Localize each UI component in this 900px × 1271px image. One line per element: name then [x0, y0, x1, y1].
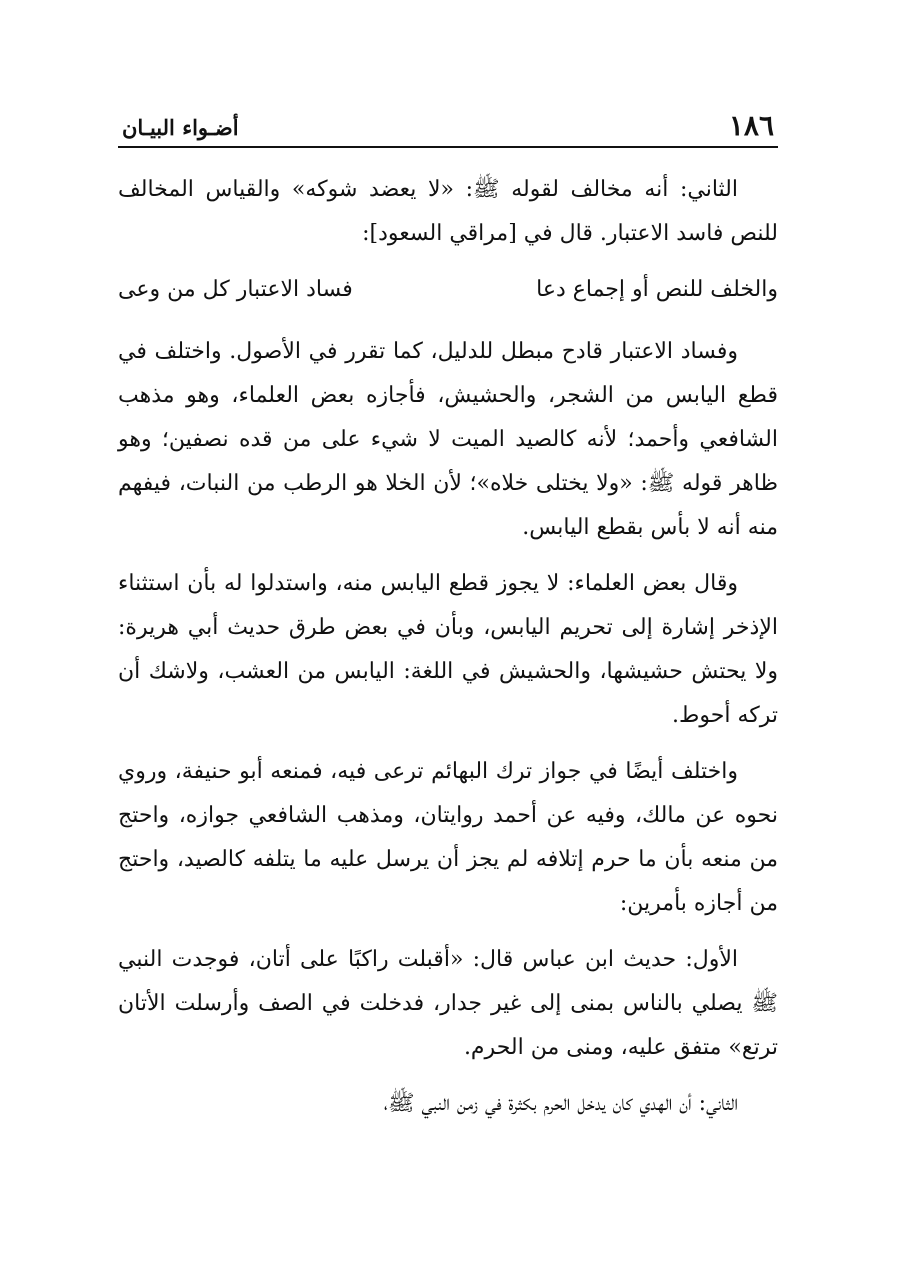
page-number: ١٨٦ — [728, 109, 774, 142]
paragraph: الثاني: أن الهدي كان يدخل الحرم بكثرة في زمن النبي ﷺ، — [383, 1091, 738, 1116]
book-title: أضـواء البيـان — [122, 115, 239, 140]
poetry-verse — [118, 268, 778, 312]
page-body — [118, 168, 778, 1126]
paragraph: واختلف أيضًا في جواز ترك البهائم ترعى فيه، فمنعه أبو حنيفة، وروي نحوه عن مالك، وفيه عن أحمد روايتان، ومذهب الشافعي جوازه، واحتج من منعه بأن ما حرم إتلافه لم يجز أن يرسل عليه ما يتلفه كالصيد، واحتج من أجازه بأمرين: — [118, 759, 778, 916]
paragraph: وفساد الاعتبار قادح مبطل للدليل، كما تقرر في الأصول. واختلف في قطع اليابس من الشجر، والحشيش، فأجازه بعض العلماء، وهو مذهب الشافعي وأحمد؛ لأنه كالصيد الميت لا شيء على من قده نصفين؛ وهو ظاهر قوله ﷺ: «ولا يختلى خلاه»؛ لأن الخلا هو الرطب من النبات، فيفهم منه أنه لا بأس بقطع اليابس. — [118, 339, 778, 540]
paragraph: الأول: حديث ابن عباس قال: «أقبلت راكبًا على أتان، فوجدت النبي ﷺ يصلي بالناس بمنى إلى غير جدار، فدخلت في الصف وأرسلت الأتان ترتع» متفق عليه، ومنى من الحرم. — [118, 947, 778, 1060]
paragraph: الثاني: أنه مخالف لقوله ﷺ: «لا يعضد شوكه» والقياس المخالف للنص فاسد الاعتبار. قال في [مراقي السعود]: — [118, 177, 778, 246]
book-page — [118, 100, 778, 1138]
paragraph: وقال بعض العلماء: لا يجوز قطع اليابس منه، واستدلوا له بأن استثناء الإذخر إشارة إلى تحريم اليابس، وبأن في بعض طرق حديث أبي هريرة: ولا يحتش حشيشها، والحشيش في اللغة: اليابس من العشب، ولاشك أن تركه أحوط. — [118, 571, 778, 728]
verse-second-hemistich: فساد الاعتبار كل من وعى — [118, 277, 353, 302]
verse-first-hemistich: والخلف للنص أو إجماع دعا — [536, 277, 778, 302]
page-header — [118, 100, 778, 148]
